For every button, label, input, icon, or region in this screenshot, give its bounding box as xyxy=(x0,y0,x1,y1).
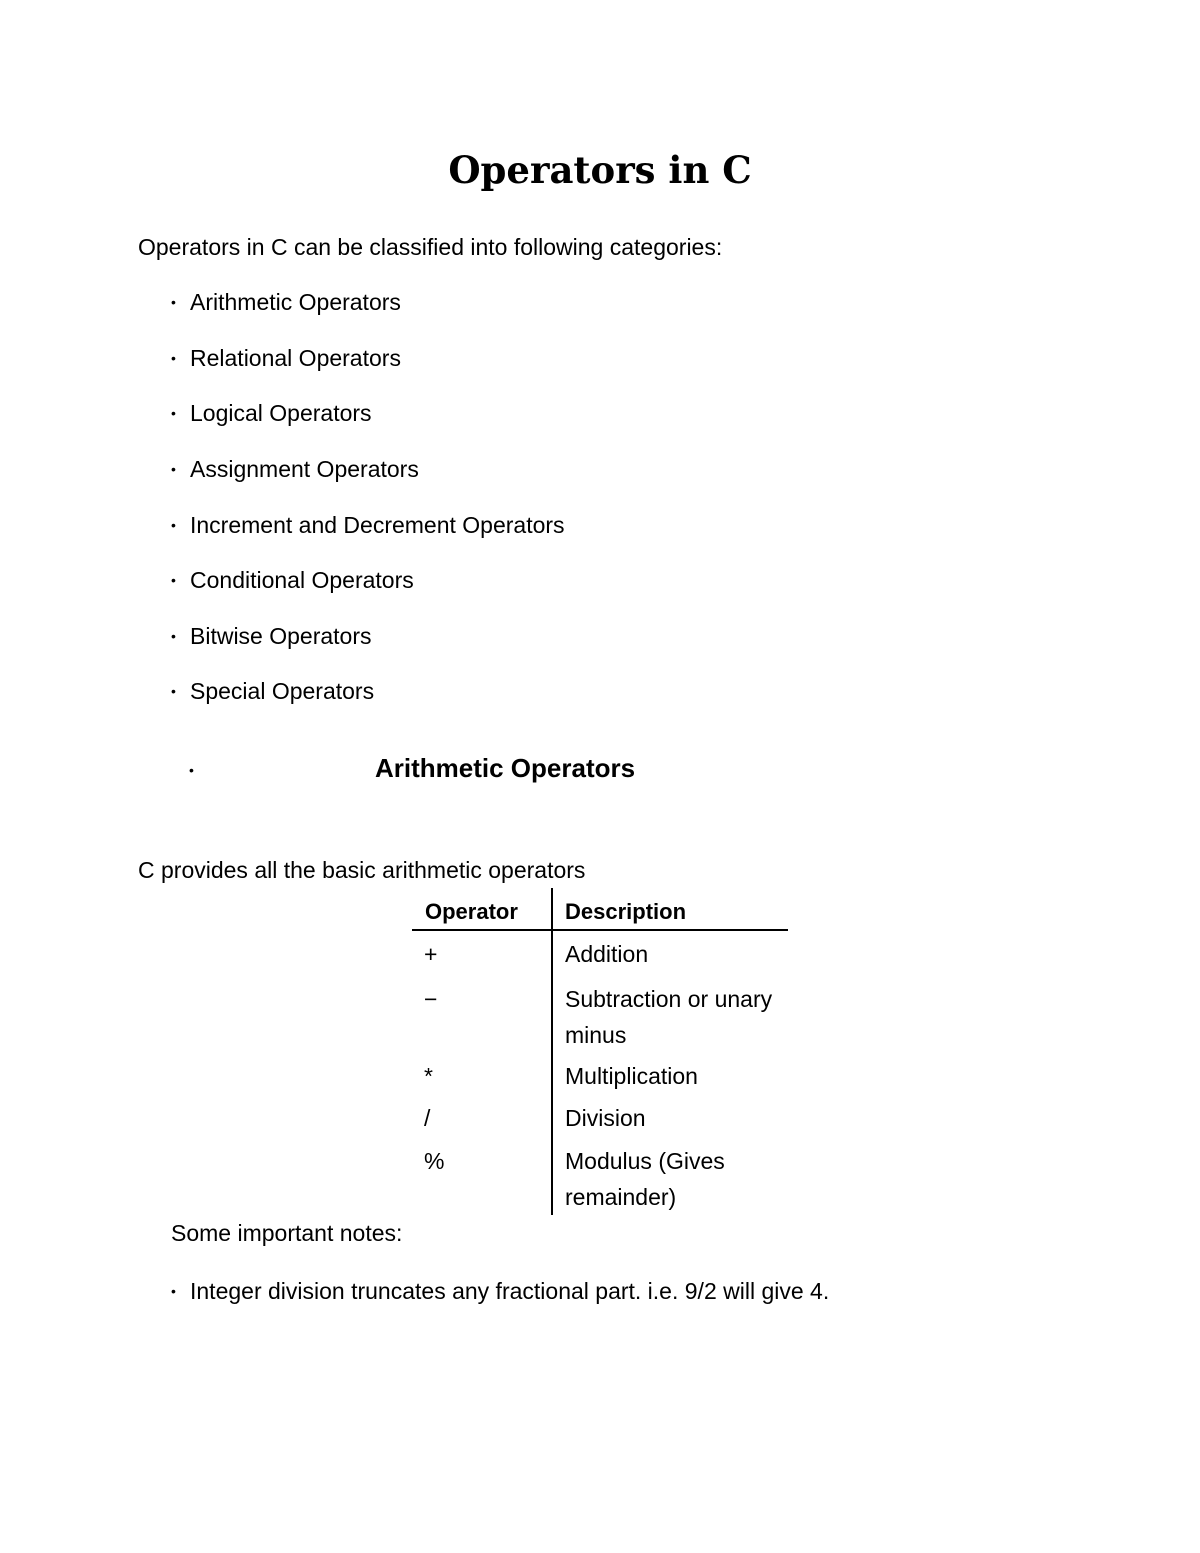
category-label: Increment and Decrement Operators xyxy=(190,512,565,538)
section-title: Arithmetic Operators xyxy=(375,753,636,783)
table-cell-operator: / xyxy=(424,1105,431,1131)
table-cell-description: Subtraction or unary minus xyxy=(565,986,773,1048)
category-label: Logical Operators xyxy=(190,400,372,426)
bullet-icon: • xyxy=(171,627,176,644)
list-item xyxy=(171,343,401,375)
table-cell-operator: % xyxy=(424,1148,445,1174)
bullet-icon: • xyxy=(189,762,194,778)
note-text: Integer division truncates any fractional part. i.e. 9/2 will give 4. xyxy=(190,1278,830,1304)
category-label: Conditional Operators xyxy=(190,567,414,593)
table-header-divider xyxy=(412,929,788,931)
category-label: Assignment Operators xyxy=(190,456,419,482)
bullet-icon: • xyxy=(171,571,176,588)
table-cell-description: Division xyxy=(565,1105,646,1131)
list-item xyxy=(171,565,414,597)
table-cell-description: Multiplication xyxy=(565,1063,698,1089)
bullet-icon: • xyxy=(171,349,176,366)
list-item xyxy=(171,1276,829,1308)
bullet-icon: • xyxy=(171,516,176,533)
intro-text: Operators in C can be classified into following categories: xyxy=(138,234,723,260)
category-label: Arithmetic Operators xyxy=(190,289,401,315)
operator-table xyxy=(412,888,788,1215)
list-item xyxy=(171,398,372,430)
notes-label: Some important notes: xyxy=(171,1220,403,1246)
bullet-icon: • xyxy=(171,404,176,421)
bullet-icon: • xyxy=(171,682,176,699)
table-cell-operator: * xyxy=(424,1063,433,1089)
table-cell-operator: − xyxy=(424,986,438,1012)
bullet-icon: • xyxy=(171,1282,176,1299)
list-item xyxy=(171,621,372,653)
page-title: Operators in C xyxy=(448,148,752,192)
category-label: Relational Operators xyxy=(190,345,401,371)
bullet-icon: • xyxy=(171,460,176,477)
table-header-operator: Operator xyxy=(425,899,518,924)
list-item xyxy=(171,454,419,486)
table-cell-description: Modulus (Gives remainder) xyxy=(565,1148,725,1210)
table-cell-operator: + xyxy=(424,941,438,967)
table-header-description: Description xyxy=(565,899,687,924)
table-column-divider xyxy=(551,888,553,1215)
category-label: Special Operators xyxy=(190,678,375,704)
bullet-icon: • xyxy=(171,293,176,310)
section-intro: C provides all the basic arithmetic operators xyxy=(138,857,586,883)
list-item xyxy=(171,676,374,708)
table-cell-description: Addition xyxy=(565,941,649,967)
list-item xyxy=(171,510,565,542)
list-item xyxy=(171,287,401,319)
category-label: Bitwise Operators xyxy=(190,623,372,649)
